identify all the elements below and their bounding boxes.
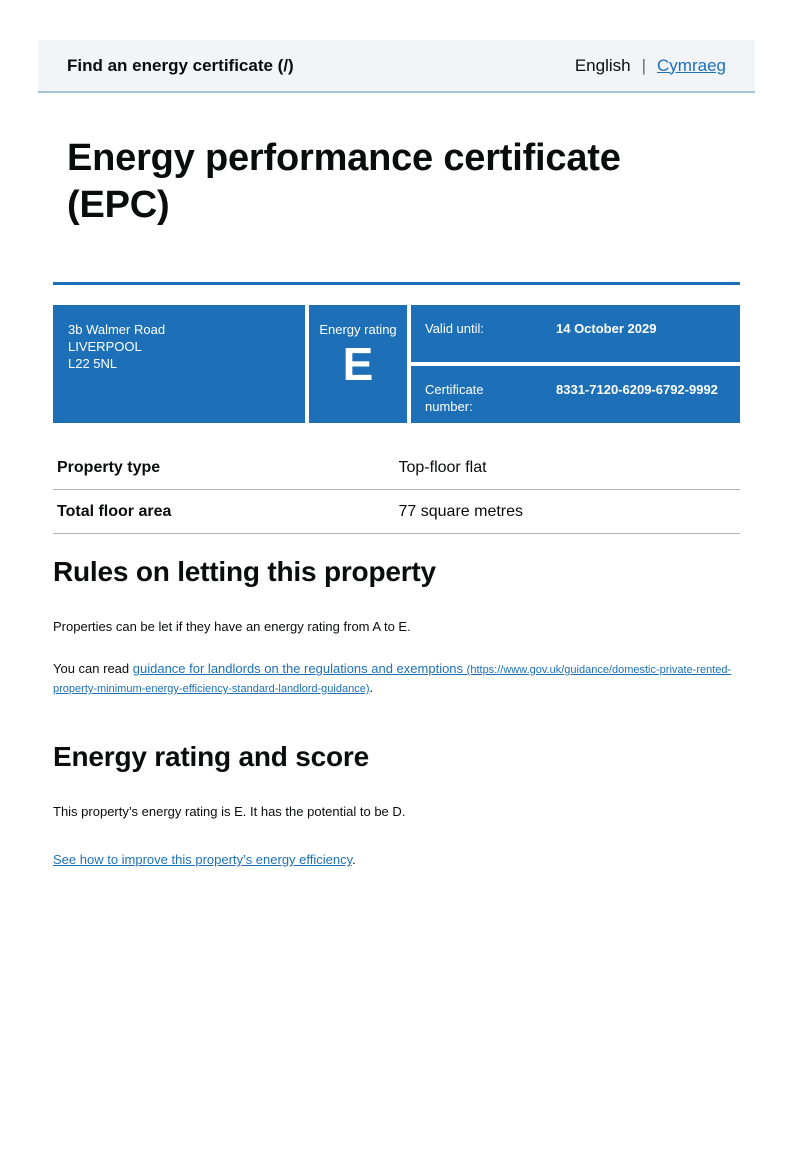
valid-until-value: 14 October 2029 bbox=[556, 321, 657, 336]
certificate-number-value: 8331-7120-6209-6792-9992 bbox=[556, 382, 718, 397]
language-link-cymraeg[interactable]: Cymraeg bbox=[657, 55, 726, 75]
language-switcher bbox=[575, 56, 726, 76]
certificate-number-label: Certificate number: bbox=[425, 382, 484, 414]
floor-area-label: Total floor area bbox=[57, 503, 172, 520]
energy-rating-label: Energy rating bbox=[319, 322, 397, 337]
rating-section-heading: Energy rating and score bbox=[53, 741, 369, 772]
page-title: Energy performance certificate (EPC) bbox=[67, 137, 621, 226]
property-details-table bbox=[53, 446, 740, 534]
address-line-2: LIVERPOOL bbox=[68, 339, 142, 354]
landlord-guidance-link-url: (https://www.gov.uk/guidance/domestic-private-rented-property-minimum-energy-efficiency-standard-landlord-guidance) bbox=[53, 664, 732, 695]
improve-efficiency-link[interactable]: See how to improve this property’s energy efficiency bbox=[53, 852, 353, 867]
improve-paragraph-suffix: . bbox=[352, 852, 356, 867]
property-type-value: Top-floor flat bbox=[398, 459, 487, 476]
rules-paragraph: Properties can be let if they have an energy rating from A to E. bbox=[53, 619, 411, 634]
energy-rating-panel bbox=[309, 305, 407, 423]
table-row-floor-area bbox=[53, 490, 740, 534]
certificate-summary-panel bbox=[53, 305, 740, 423]
language-separator: | bbox=[641, 55, 647, 75]
rules-section-heading: Rules on letting this property bbox=[53, 556, 436, 587]
floor-area-value: 77 square metres bbox=[398, 503, 524, 520]
property-type-label: Property type bbox=[57, 459, 161, 476]
service-name-link[interactable]: Find an energy certificate (/) bbox=[67, 55, 294, 75]
landlord-guidance-link-text: guidance for landlords on the regulations and exemptions bbox=[132, 661, 464, 676]
guidance-paragraph-prefix: You can read bbox=[53, 661, 133, 676]
rating-paragraph: This property’s energy rating is E. It has the potential to be D. bbox=[53, 804, 406, 819]
address-line-1: 3b Walmer Road bbox=[68, 322, 166, 337]
language-current-english: English bbox=[574, 55, 631, 75]
improve-paragraph bbox=[53, 851, 740, 869]
site-header bbox=[38, 40, 755, 93]
guidance-paragraph-suffix: . bbox=[369, 680, 374, 695]
energy-rating-value: E bbox=[342, 338, 374, 390]
landlord-guidance-link[interactable] bbox=[53, 661, 731, 695]
property-address bbox=[53, 305, 305, 423]
certificate-number-row bbox=[411, 366, 740, 423]
certificate-meta-column bbox=[411, 305, 740, 423]
valid-until-label: Valid until: bbox=[425, 321, 485, 336]
table-row-property-type bbox=[53, 446, 740, 490]
guidance-paragraph bbox=[53, 660, 740, 698]
valid-until-row bbox=[411, 305, 740, 362]
main-content bbox=[53, 135, 740, 869]
blue-section-rule bbox=[53, 282, 740, 285]
address-line-3: L22 5NL bbox=[68, 356, 118, 371]
